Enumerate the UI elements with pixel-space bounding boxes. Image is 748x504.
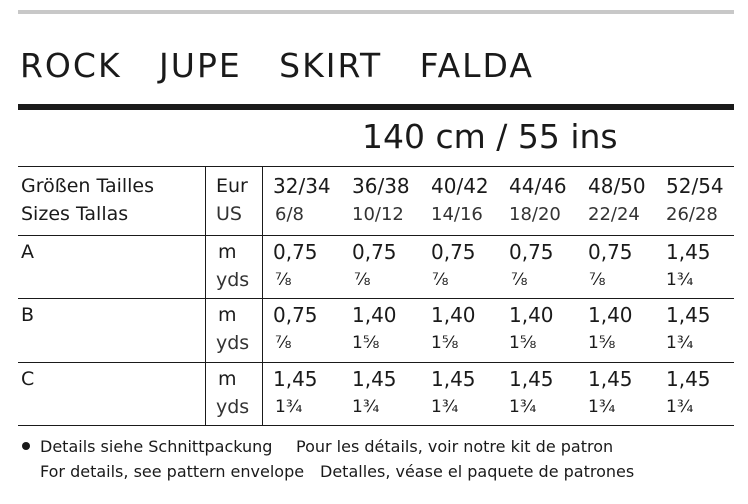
amount-m: 0,75: [588, 240, 633, 264]
size-eur: 48/50: [588, 174, 646, 198]
amount-yds: 1¾: [431, 397, 459, 417]
size-us: 6/8: [275, 204, 304, 225]
amount-yds: ⅞: [354, 270, 371, 290]
table-bottom-line: [18, 425, 734, 426]
unit-yds: yds: [216, 332, 250, 354]
amount-m: 1,45: [666, 303, 711, 327]
size-us: 18/20: [509, 204, 561, 225]
amount-m: 1,45: [431, 367, 476, 391]
amount-yds: ⅞: [275, 270, 292, 290]
amount-m: 1,45: [666, 367, 711, 391]
row-divider-b: [18, 362, 734, 363]
view-label-c: C: [21, 368, 35, 390]
amount-yds: 1⅝: [431, 333, 459, 353]
amount-yds: ⅞: [589, 270, 606, 290]
title-underline: [18, 104, 734, 110]
unit-m: m: [218, 304, 237, 326]
amount-yds: 1¾: [352, 397, 380, 417]
amount-m: 1,45: [666, 240, 711, 264]
amount-yds: 1¾: [666, 270, 694, 290]
size-eur: 52/54: [666, 174, 724, 198]
amount-m: 0,75: [273, 240, 318, 264]
amount-yds: 1⅝: [352, 333, 380, 353]
page-title: ROCK JUPE SKIRT FALDA: [20, 46, 534, 85]
amount-yds: 1¾: [666, 333, 694, 353]
amount-yds: 1¾: [509, 397, 537, 417]
fabric-width-heading: 140 cm / 55 ins: [362, 117, 618, 156]
footnote-en: For details, see pattern envelope: [40, 462, 305, 481]
unit-m: m: [218, 368, 237, 390]
size-us: 26/28: [666, 204, 718, 225]
amount-m: 0,75: [352, 240, 397, 264]
column-divider-view: [205, 166, 206, 425]
amount-yds: ⅞: [275, 333, 292, 353]
size-us: 22/24: [588, 204, 640, 225]
amount-m: 0,75: [273, 303, 318, 327]
size-eur: 40/42: [431, 174, 489, 198]
amount-yds: ⅞: [432, 270, 449, 290]
column-divider-unit: [262, 166, 263, 425]
amount-m: 0,75: [509, 240, 554, 264]
size-eur: 32/34: [273, 174, 331, 198]
amount-yds: 1¾: [588, 397, 616, 417]
size-eur: 36/38: [352, 174, 410, 198]
unit-yds: yds: [216, 269, 250, 291]
amount-m: 1,45: [273, 367, 318, 391]
top-rule: [18, 10, 734, 14]
view-label-a: A: [21, 241, 34, 263]
header-divider: [18, 235, 734, 236]
row-divider-a: [18, 298, 734, 299]
view-label-b: B: [21, 304, 35, 326]
size-us: 14/16: [431, 204, 483, 225]
amount-m: 1,45: [588, 367, 633, 391]
amount-yds: 1⅝: [509, 333, 537, 353]
unit-m: m: [218, 241, 237, 263]
size-label-line1: Größen Tailles: [21, 175, 155, 197]
amount-yds: 1⅝: [588, 333, 616, 353]
amount-m: 1,45: [509, 367, 554, 391]
size-eur: 44/46: [509, 174, 567, 198]
size-us: 10/12: [352, 204, 404, 225]
amount-yds: ⅞: [511, 270, 528, 290]
bullet-icon: [22, 442, 30, 450]
amount-m: 1,45: [352, 367, 397, 391]
us-label: US: [216, 203, 242, 225]
amount-m: 1,40: [431, 303, 476, 327]
amount-m: 1,40: [588, 303, 633, 327]
footnote-es: Detalles, véase el paquete de patrones: [320, 462, 635, 481]
amount-yds: 1¾: [275, 397, 303, 417]
eur-label: Eur: [216, 175, 248, 197]
amount-m: 0,75: [431, 240, 476, 264]
unit-yds: yds: [216, 396, 250, 418]
amount-m: 1,40: [509, 303, 554, 327]
footnote-de: Details siehe Schnittpackung: [40, 437, 273, 456]
table-top-line: [18, 166, 734, 167]
footnote-fr: Pour les détails, voir notre kit de patron: [296, 437, 614, 456]
size-label-line2: Sizes Tallas: [21, 203, 129, 225]
amount-yds: 1¾: [666, 397, 694, 417]
amount-m: 1,40: [352, 303, 397, 327]
